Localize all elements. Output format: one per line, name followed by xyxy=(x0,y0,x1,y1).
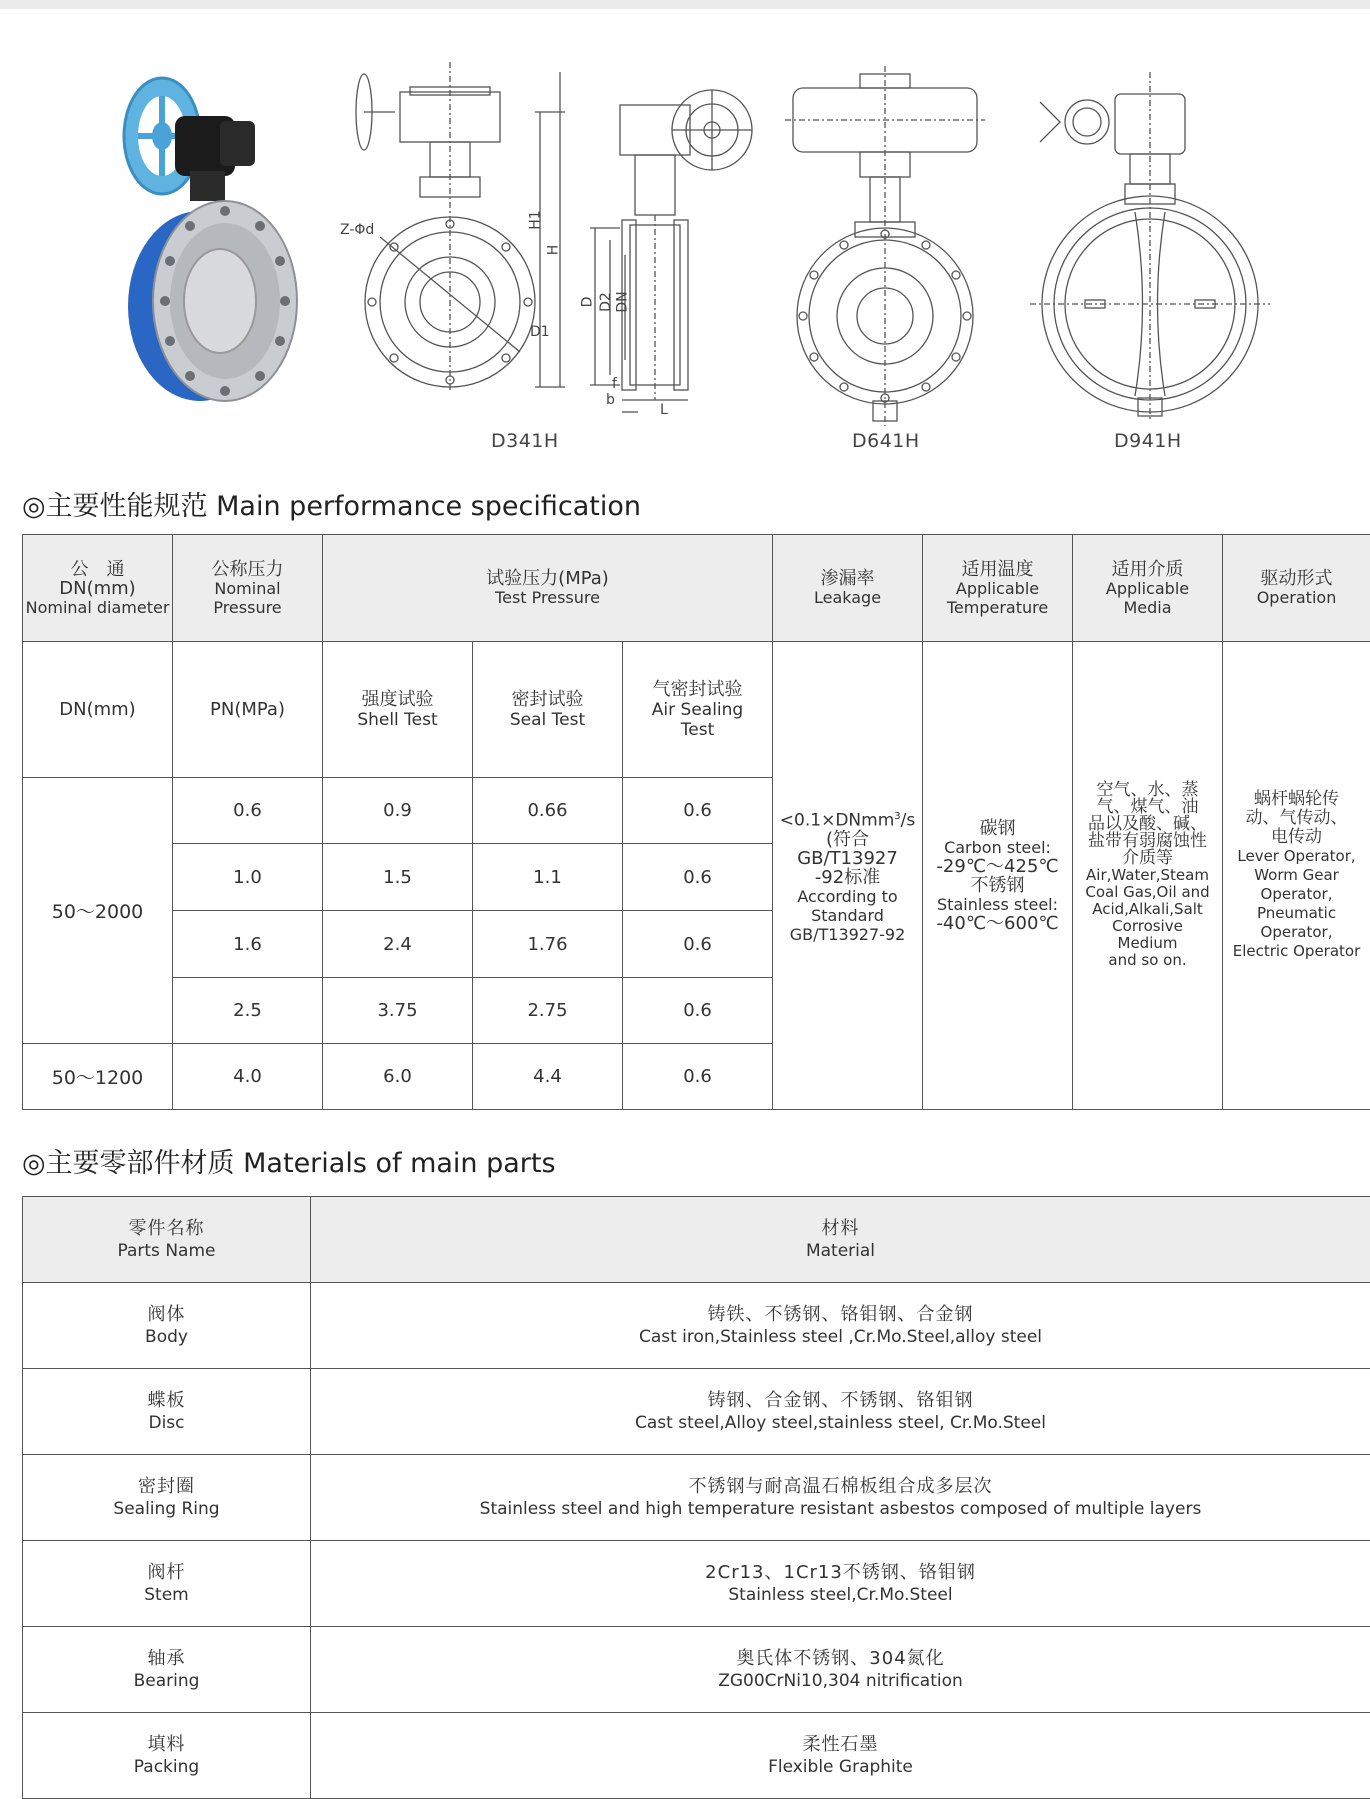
subheader-seal-test: 密封试验 Seal Test xyxy=(473,642,623,778)
seal-cell: 1.76 xyxy=(473,911,623,978)
air-cell: 0.6 xyxy=(623,778,773,844)
label-d: D xyxy=(579,297,595,308)
d341h-front-drawing xyxy=(350,62,570,392)
pn-cell: 2.5 xyxy=(173,978,323,1044)
shell-cell: 2.4 xyxy=(323,911,473,978)
header-operation: 驱动形式 Operation xyxy=(1223,535,1370,642)
label-dn: DN xyxy=(615,291,631,312)
part-name-cell: 轴承 Bearing xyxy=(23,1627,311,1713)
materials-header-row xyxy=(23,1197,1370,1283)
subheader-pn: PN(MPa) xyxy=(173,642,323,778)
label-l: L xyxy=(660,402,668,418)
pn-cell: 1.0 xyxy=(173,844,323,911)
header-leakage: 渗漏率 Leakage xyxy=(773,535,923,642)
pn-cell: 4.0 xyxy=(173,1044,323,1110)
label-b: b xyxy=(606,392,615,408)
material-cell: 铸铁、不锈钢、铬钼钢、合金钢 Cast iron,Stainless steel ,Cr.Mo.Steel,alloy steel xyxy=(311,1283,1370,1369)
air-cell: 0.6 xyxy=(623,911,773,978)
material-cell: 奥氏体不锈钢、304氮化 ZG00CrNi10,304 nitrification xyxy=(311,1627,1370,1713)
table-row xyxy=(23,1627,1370,1713)
seal-cell: 4.4 xyxy=(473,1044,623,1110)
subheader-shell-test: 强度试验 Shell Test xyxy=(323,642,473,778)
dn-range-cell: 50～1200 xyxy=(23,1044,173,1110)
leakage-cell: <0.1×DNmm$^3$/s (符合GB/T13927 -92标准 According to Standard GB/T13927-92 xyxy=(773,642,923,1110)
caption-d941h: D941H xyxy=(1114,430,1182,452)
valve-photo xyxy=(120,76,320,416)
subheader-air-sealing-test: 气密封试验 Air Sealing Test xyxy=(623,642,773,778)
shell-cell: 0.9 xyxy=(323,778,473,844)
table-row xyxy=(23,1455,1370,1541)
header-nominal-diameter: 公 通 DN(mm) Nominal diameter xyxy=(23,535,173,642)
materials-table xyxy=(22,1196,1370,1799)
part-name-cell: 填料 Packing xyxy=(23,1713,311,1799)
header-temperature: 适用温度 Applicable Temperature xyxy=(923,535,1073,642)
part-name-cell: 密封圈 Sealing Ring xyxy=(23,1455,311,1541)
part-name-cell: 阀体 Body xyxy=(23,1283,311,1369)
air-cell: 0.6 xyxy=(623,978,773,1044)
header-test-pressure: 试验压力(MPa) Test Pressure xyxy=(323,535,773,642)
operation-cell: 蜗杆蜗轮传 动、气传动、 电传动 Lever Operator, Worm Gear Operator, Pneumatic Operator, Electric Operator xyxy=(1223,642,1370,1110)
temperature-cell: 碳钢 Carbon steel: -29℃～425℃ 不锈钢 Stainless steel: -40℃～600℃ xyxy=(923,642,1073,1110)
label-f: f xyxy=(612,376,617,392)
performance-table xyxy=(22,534,1370,1110)
label-d1: D1 xyxy=(530,324,550,340)
performance-subheader-row xyxy=(23,642,1370,778)
label-h1: H1 xyxy=(528,210,544,229)
section-heading-materials: ◎主要零部件材质 Materials of main parts xyxy=(22,1141,556,1180)
table-row xyxy=(23,1283,1370,1369)
label-d2: D2 xyxy=(598,292,614,312)
pn-cell: 0.6 xyxy=(173,778,323,844)
material-cell: 铸钢、合金钢、不锈钢、铬钼钢 Cast steel,Alloy steel,stainless steel, Cr.Mo.Steel xyxy=(311,1369,1370,1455)
d641h-drawing xyxy=(785,66,985,426)
air-cell: 0.6 xyxy=(623,844,773,911)
d341h-side-drawing xyxy=(590,80,760,420)
pn-cell: 1.6 xyxy=(173,911,323,978)
section-heading-performance: ◎主要性能规范 Main performance specification xyxy=(22,484,641,523)
media-cell: 空气、水、蒸 气、煤气、油 品以及酸、碱、 盐带有弱腐蚀性 介质等 Air,Water,Steam Coal Gas,Oil and Acid,Alkali,Salt Corrosive Medium and so on. xyxy=(1073,642,1223,1110)
shell-cell: 1.5 xyxy=(323,844,473,911)
table-row xyxy=(23,1369,1370,1455)
part-name-cell: 蝶板 Disc xyxy=(23,1369,311,1455)
part-name-cell: 阀杆 Stem xyxy=(23,1541,311,1627)
shell-cell: 6.0 xyxy=(323,1044,473,1110)
label-h: H xyxy=(545,245,561,256)
material-cell: 不锈钢与耐高温石棉板组合成多层次 Stainless steel and high temperature resistant asbestos composed of multiple layers xyxy=(311,1455,1370,1541)
table-row xyxy=(23,1541,1370,1627)
label-z-phi-d: Z-Φd xyxy=(340,222,374,238)
seal-cell: 0.66 xyxy=(473,778,623,844)
shell-cell: 3.75 xyxy=(323,978,473,1044)
seal-cell: 2.75 xyxy=(473,978,623,1044)
dn-range-cell: 50～2000 xyxy=(23,778,173,1044)
table-row xyxy=(23,1713,1370,1799)
header-media: 适用介质 Applicable Media xyxy=(1073,535,1223,642)
caption-d641h: D641H xyxy=(852,430,920,452)
material-cell: 2Cr13、1Cr13不锈钢、铬钼钢 Stainless steel,Cr.Mo.Steel xyxy=(311,1541,1370,1627)
caption-d341h: D341H xyxy=(491,430,559,452)
air-cell: 0.6 xyxy=(623,1044,773,1110)
seal-cell: 1.1 xyxy=(473,844,623,911)
header-parts-name: 零件名称 Parts Name xyxy=(23,1197,311,1283)
material-cell: 柔性石墨 Flexible Graphite xyxy=(311,1713,1370,1799)
header-material: 材料 Material xyxy=(311,1197,1370,1283)
d941h-drawing xyxy=(1030,72,1270,422)
top-bar xyxy=(0,0,1370,9)
performance-header-row xyxy=(23,535,1370,642)
subheader-dn: DN(mm) xyxy=(23,642,173,778)
header-nominal-pressure: 公称压力 Nominal Pressure xyxy=(173,535,323,642)
